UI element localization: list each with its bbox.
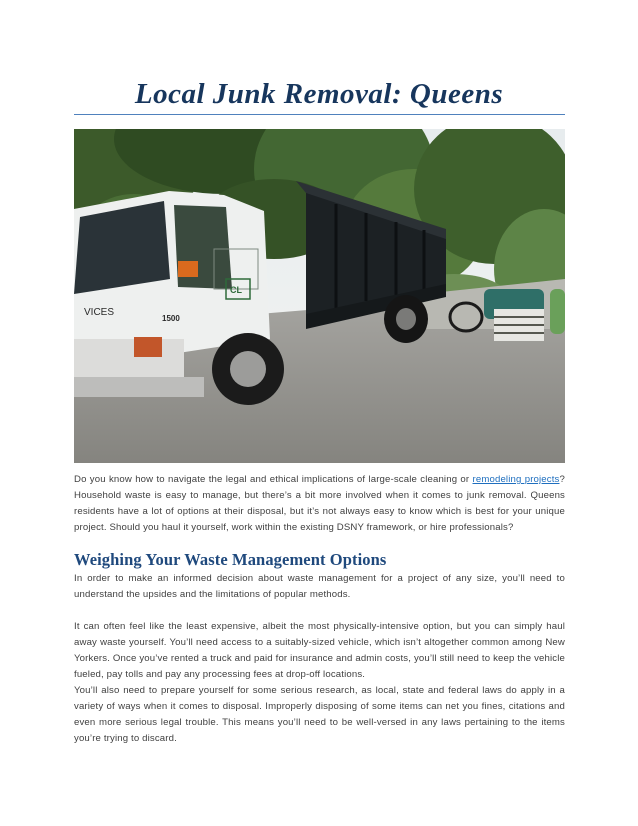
truck-door-text: VICES	[84, 307, 115, 318]
intro-paragraph	[74, 472, 565, 536]
body-paragraph-1: In order to make an informed decision about waste management for a project of any size, you’ll need to understand the upsides and the limitations of popular methods.	[74, 573, 565, 600]
truck-logo: CL	[230, 285, 242, 295]
body-paragraph-2: It can often feel like the least expensive, albeit the most physically-intensive option, but you can simply haul away waste yourself. You’ll need access to a suitably-sized vehicle, which isn’t altogether common among New Yorkers. Once you’ve rented a truck and paid for insurance and admin costs, you’ll still need to keep the vehicle fueled, pay tolls and pay any processing fees at drop-off locations.	[74, 621, 565, 680]
intro-text-after-link: ? Household waste is easy to manage, but there’s a bit more involved when it comes to junk removal. Queens residents have a lot of options at their disposal, but it’s not always easy to know which is best for your unique project. Should you haul it yourself, work within the existing DSNY framework, or hire professionals?	[74, 474, 565, 533]
remodeling-projects-link[interactable]: remodeling projects	[472, 474, 560, 485]
body-paragraph-3: You’ll also need to prepare yourself for some serious research, as local, state and federal laws do apply in a variety of ways when it comes to disposal. Improperly disposing of some items can net you fines, citations and even more serious legal trouble. This means you’ll need to be well-versed in any laws pertaining to the items you’re trying to discard.	[74, 685, 565, 744]
intro-text-before-link: Do you know how to navigate the legal and ethical implications of large-scale cleaning or	[74, 474, 473, 485]
truck-number: 1500	[162, 314, 180, 323]
section-heading: Weighing Your Waste Management Options	[74, 550, 387, 569]
page-title: Local Junk Removal: Queens	[134, 78, 504, 110]
junk-truck-photo	[74, 129, 565, 463]
title-divider	[74, 114, 565, 115]
